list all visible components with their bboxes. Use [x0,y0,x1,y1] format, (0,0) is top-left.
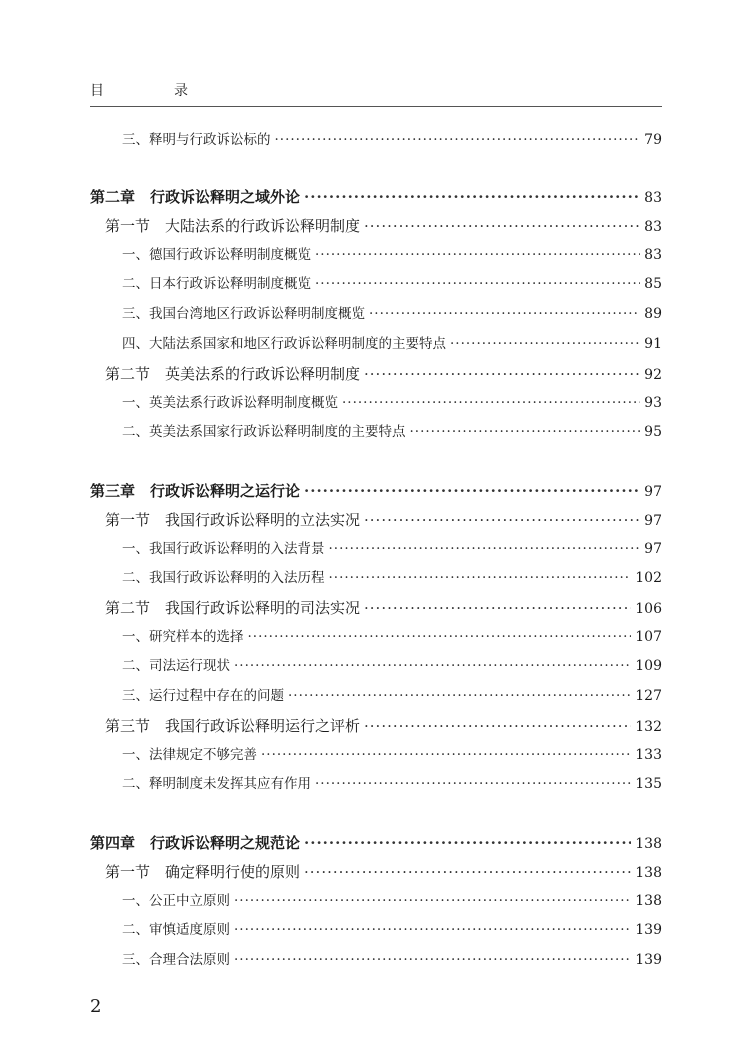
toc-entry-title: 第四章 行政诉讼释明之规范论 [90,834,301,852]
toc-entry-item [122,948,662,972]
toc-entry-page: 139 [635,952,662,968]
toc-leader-dots [261,743,631,767]
toc-entry-title: 二、审慎适度原则 [122,922,230,938]
toc-entry-title: 一、我国行政诉讼释明的入法背景 [122,541,325,557]
toc-leader-dots [248,625,632,649]
toc-entry-page: 97 [644,484,662,500]
toc-entry-title: 第一节 大陆法系的行政诉讼释明制度 [105,217,361,235]
toc-entry-item [122,272,662,296]
toc-leader-dots [364,362,640,386]
toc-leader-dots [410,420,641,444]
toc-entry-item [122,332,662,356]
toc-entry-page: 138 [635,865,662,881]
toc-entry-section [105,860,662,884]
toc-entry-page: 139 [635,922,662,938]
toc-leader-dots [364,714,631,738]
toc-entry-title: 二、我国行政诉讼释明的入法历程 [122,570,325,586]
toc-entry-title: 三、释明与行政诉讼标的 [122,132,271,148]
toc-entry-item [122,566,662,590]
toc-entry-item [122,889,662,913]
toc-entry-chapter [90,831,662,855]
toc-entry-page: 138 [635,836,662,852]
toc-entry-page: 133 [635,747,662,763]
page-header [90,78,662,107]
toc-entry-page: 109 [635,658,662,674]
toc-entry-title: 第一节 确定释明行使的原则 [105,863,301,881]
toc-entry-chapter [90,479,662,503]
toc-entry-item [122,654,662,678]
toc-leader-dots [315,243,640,267]
toc-leader-dots [234,918,631,942]
toc-entry-section [105,596,662,620]
toc-entry-item [122,302,662,326]
toc-leader-dots [329,566,632,590]
toc-entry-page: 89 [644,306,662,322]
toc-entry-page: 92 [644,367,662,383]
header-title: 目 录 [90,83,216,99]
toc-entry-page: 127 [635,688,662,704]
toc-entry-section [105,362,662,386]
toc-leader-dots [234,889,631,913]
toc-leader-dots [234,948,631,972]
toc-entry-page: 95 [644,424,662,440]
toc-entry-section [105,714,662,738]
toc-entry-page: 83 [644,219,662,235]
toc-leader-dots [329,537,641,561]
toc-entry-page: 85 [644,276,662,292]
toc-entry-title: 四、大陆法系国家和地区行政诉讼释明制度的主要特点 [122,336,446,352]
toc-entry-page: 135 [635,776,662,792]
toc-leader-dots [234,654,631,678]
toc-entry-item [122,743,662,767]
toc-entry-page: 91 [644,336,662,352]
toc-entry-page: 132 [635,719,662,735]
toc-entry-title: 二、英美法系国家行政诉讼释明制度的主要特点 [122,424,406,440]
toc-leader-dots [315,772,631,796]
toc-entry-title: 第三节 我国行政诉讼释明运行之评析 [105,717,361,735]
toc-entry-page: 83 [644,247,662,263]
page-number: 2 [90,996,102,1017]
toc-entry-page: 102 [635,570,662,586]
toc-entry-item [122,772,662,796]
toc-entry-item [122,684,662,708]
toc-leader-dots [364,508,640,532]
toc-entry-title: 一、英美法系行政诉讼释明制度概览 [122,395,338,411]
toc-entry-title: 一、公正中立原则 [122,893,230,909]
toc-entry-chapter [90,185,662,209]
toc-leader-dots [304,831,631,855]
toc-entry-title: 二、日本行政诉讼释明制度概览 [122,276,311,292]
toc-entry-title: 三、合理合法原则 [122,952,230,968]
toc-entry-title: 第三章 行政诉讼释明之运行论 [90,482,301,500]
toc-entry-section [105,508,662,532]
toc-entry-page: 97 [644,513,662,529]
toc-entry-title: 第二节 我国行政诉讼释明的司法实况 [105,599,361,617]
toc-leader-dots [450,332,640,356]
toc-leader-dots [304,185,640,209]
toc-entry-title: 三、我国台湾地区行政诉讼释明制度概览 [122,306,365,322]
toc-entry-item [122,128,662,152]
toc-entry-item [122,918,662,942]
toc-entry-page: 106 [635,601,662,617]
toc-leader-dots [304,479,640,503]
toc-entry-item [122,537,662,561]
toc-entry-page: 138 [635,893,662,909]
toc-entry-page: 97 [644,541,662,557]
toc-leader-dots [288,684,631,708]
toc-entry-item [122,391,662,415]
toc-entry-page: 93 [644,395,662,411]
toc-leader-dots [275,128,641,152]
toc-entry-item [122,420,662,444]
toc-entry-title: 二、司法运行现状 [122,658,230,674]
toc-entry-page: 107 [635,629,662,645]
toc-entry-item [122,243,662,267]
toc-entry-title: 一、法律规定不够完善 [122,747,257,763]
toc-entry-title: 三、运行过程中存在的问题 [122,688,284,704]
toc-entry-page: 79 [644,132,662,148]
toc-entry-title: 一、研究样本的选择 [122,629,244,645]
toc-leader-dots [364,214,640,238]
toc-leader-dots [342,391,640,415]
toc-entry-title: 第一节 我国行政诉讼释明的立法实况 [105,511,361,529]
toc-leader-dots [364,596,631,620]
toc-leader-dots [304,860,631,884]
toc-entry-page: 83 [644,190,662,206]
toc-entry-section [105,214,662,238]
toc-entry-title: 第二章 行政诉讼释明之域外论 [90,188,301,206]
toc-entry-title: 第二节 英美法系的行政诉讼释明制度 [105,365,361,383]
toc-entry-title: 一、德国行政诉讼释明制度概览 [122,247,311,263]
toc-leader-dots [369,302,640,326]
toc-entry-title: 二、释明制度未发挥其应有作用 [122,776,311,792]
toc-entry-item [122,625,662,649]
toc-leader-dots [315,272,640,296]
